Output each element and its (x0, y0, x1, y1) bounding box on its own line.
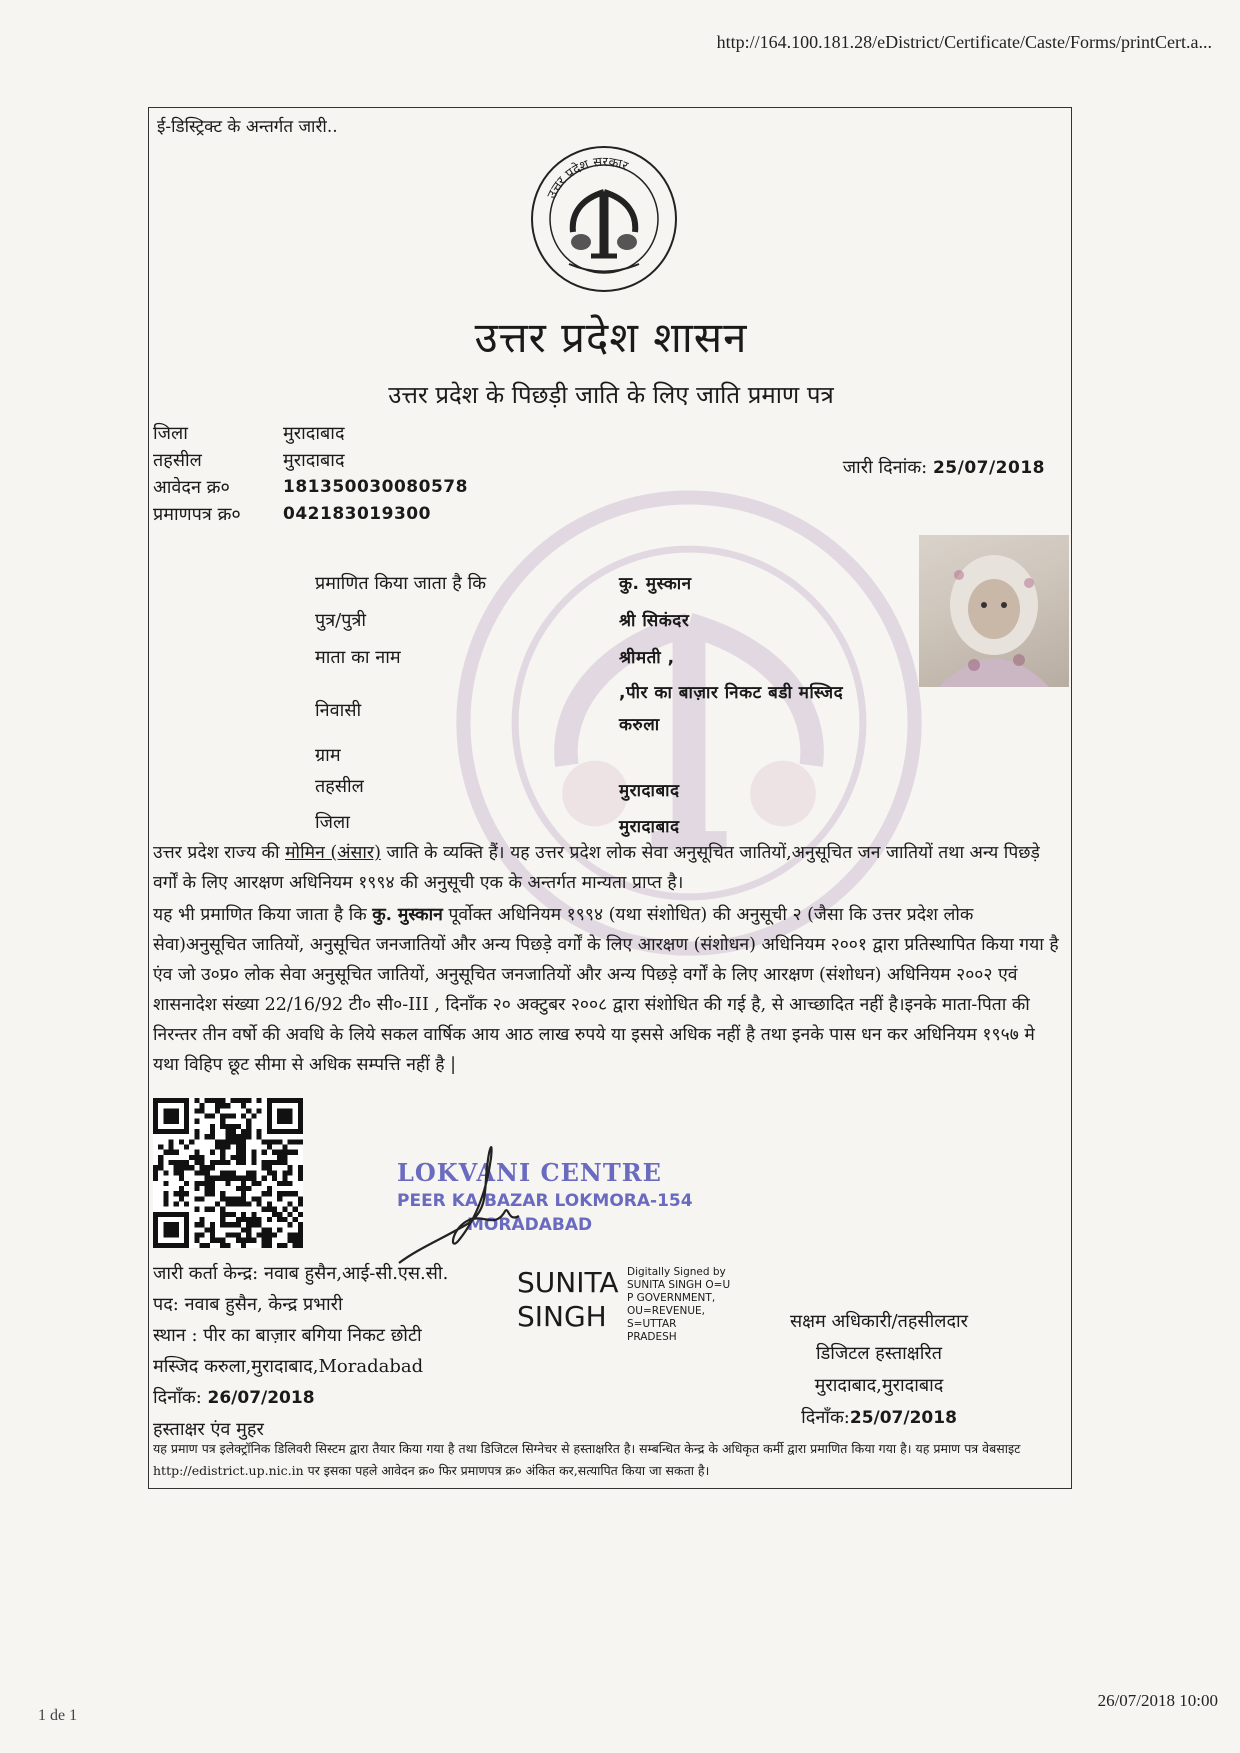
browser-url: http://164.100.181.28/eDistrict/Certificate/Caste/Forms/printCert.a... (716, 32, 1212, 52)
sig-meta-line: Digitally Signed by (627, 1266, 726, 1278)
digital-signature-meta (627, 1266, 730, 1344)
applicant-photo (919, 535, 1069, 687)
sign-and-seal: हस्ताक्षर एंव मुहर (153, 1419, 264, 1440)
district-label: जिला (153, 423, 188, 444)
emblem-text: उत्तर प्रदेश सरकार (544, 154, 630, 202)
page-indicator: 1 de 1 (38, 1707, 78, 1724)
certificate-no-value: 042183019300 (283, 504, 431, 524)
government-title: उत्तर प्रदेश शासन (474, 313, 748, 362)
authority-signed: डिजिटल हस्ताक्षरित (816, 1343, 942, 1364)
stamp-line3: MORADABAD (467, 1215, 593, 1235)
certified-value: कु. मुस्कान (619, 574, 692, 594)
resident-value-line2: करुला (619, 715, 660, 735)
para1-pre: उत्तर प्रदेश राज्य की (153, 843, 286, 863)
authority-place: मुरादाबाद,मुरादाबाद (814, 1375, 944, 1396)
issued-under-text: ई-डिस्ट्रिक्ट के अन्तर्गत जारी.. (157, 117, 338, 137)
issuing-place-line2: मस्जिद करुला,मुरादाबाद,Moradabad (153, 1356, 424, 1377)
para1-post: जाति के व्यक्ति हैं। यह उत्तर प्रदेश लोक सेवा अनुसूचित जातियों,अनुसूचित जन जातियों तथा अन्य पिछड़े वर्गों के लिए आरक्षण अधिनियम १९९४ की अनुसूची एक के अन्तर्गत मान्यता प्राप्त है। (153, 843, 1040, 893)
parent-value: श्री सिकंदर (619, 611, 690, 631)
authority-block (729, 1306, 1029, 1434)
para2-name: कु. मुस्कान (372, 905, 443, 925)
sig-meta-line: SUNITA SINGH O=U (627, 1279, 731, 1291)
authority-designation: सक्षम अधिकारी/तहसीलदार (789, 1311, 969, 1332)
issue-date-label: जारी दिनांक: (842, 457, 928, 478)
handwritten-signature (389, 1128, 549, 1278)
para2-pre: यह भी प्रमाणित किया जाता है कि (153, 905, 373, 925)
qr-code (153, 1098, 303, 1248)
detail-district-label: जिला (315, 812, 350, 833)
stamp-line1: LOKVANI CENTRE (397, 1158, 662, 1187)
application-no-value: 181350030080578 (283, 477, 468, 497)
print-timestamp: 26/07/2018 10:00 (1097, 1691, 1218, 1710)
issuing-date-label: दिनाँक: (153, 1387, 202, 1408)
certificate (148, 107, 1072, 1489)
stamp-line2: PEER KA BAZAR LOKMORA-154 (397, 1191, 693, 1211)
authority-date-value: 25/07/2018 (849, 1408, 957, 1428)
creamy-layer-paragraph (153, 900, 1065, 1080)
issuing-centre-block (153, 1258, 448, 1445)
caste-paragraph (153, 838, 1065, 898)
up-government-emblem-icon (529, 144, 679, 294)
issuing-centre: जारी कर्ता केन्द्र: नवाब हुसैन,आई-सी.एस.सी. (153, 1263, 449, 1284)
issuing-date (153, 1382, 448, 1414)
authority-date (729, 1402, 1029, 1434)
svg-text:उत्तर प्रदेश सरकार (545, 155, 631, 201)
district-value: मुरादाबाद (283, 423, 345, 444)
village-label: ग्राम (315, 745, 341, 766)
digital-signature-name (517, 1266, 619, 1334)
sig-name-line2: SINGH (517, 1300, 607, 1333)
resident-label: निवासी (315, 700, 362, 721)
resident-value-line1: ,पीर का बाज़ार निकट बडी मस्जिद (619, 683, 844, 703)
tehsil-label: तहसील (153, 450, 202, 471)
para2-post: पूर्वोक्त अधिनियम १९९४ (यथा संशोधित) की अनुसूची २ (जैसा कि उत्तर प्रदेश लोक सेवा)अनुसूचित जातियों, अनुसूचित जनजातियों और अन्य पिछड़े वर्गों के लिए आरक्षण (संशोधन) अधिनियम २००१ द्वारा प्रतिस्थापित किया गया है एंव जो उ०प्र० लोक सेवा अनुसूचित जातियों, अनुसूचित जनजातियों और अन्य पिछड़े वर्गों के लिए आरक्षण (संशोधन) अधिनियम २००२ एवं शासनादेश संख्या 22/16/92 टी० सी०-III , दिनाँक २० अक्टुबर २००८ द्वारा संशोधित की गई है, से आच्छादित नहीं है।इनके माता-पिता की निरन्तर तीन वर्षो की अवधि के लिये सकल वार्षिक आय आठ लाख रुपये या इससे अधिक नहीं है तथा इनके पास धन कर अधिनियम १९५७ मे यथा विहिप छूट सीमा से अधिक सम्पत्ति नहीं है | (153, 905, 1059, 1075)
detail-district-value: मुरादाबाद (619, 817, 680, 837)
verification-note: यह प्रमाण पत्र इलेक्ट्रॉनिक डिलिवरी सिस्टम द्वारा तैयार किया गया है तथा डिजिटल सिग्नेचर से हस्ताक्षरित है। सम्बन्धित केन्द्र के अधिकृत कर्मी द्वारा प्रमाणित किया गया है। यह प्रमाण पत्र वेबसाइट http://edistrict.up.nic.in पर इसका पहले आवेदन क्र० फिर प्रमाणपत्र क्र० अंकित कर,सत्यापित किया जा सकता है। (153, 1441, 1021, 1478)
application-no-label: आवेदन क्र० (153, 477, 230, 498)
sig-meta-line: PRADESH (627, 1331, 677, 1343)
issue-date (843, 455, 1045, 479)
issue-date-value: 25/07/2018 (932, 458, 1045, 478)
sig-meta-line: S=UTTAR (627, 1318, 677, 1330)
tehsil-value: मुरादाबाद (283, 450, 345, 471)
caste-name: मोमिन (अंसार) (285, 843, 381, 863)
detail-tehsil-value: मुरादाबाद (619, 781, 680, 801)
issuing-designation: पद: नवाब हुसैन, केन्द्र प्रभारी (153, 1294, 343, 1315)
certified-label: प्रमाणित किया जाता है कि (315, 573, 487, 594)
mother-label: माता का नाम (315, 647, 401, 668)
sig-meta-line: OU=REVENUE, (627, 1305, 706, 1317)
detail-tehsil-label: तहसील (315, 776, 364, 797)
certificate-title: उत्तर प्रदेश के पिछड़ी जाति के लिए जाति प्रमाण पत्र (388, 381, 834, 409)
sig-name-line1: SUNITA (517, 1266, 619, 1299)
issuing-date-value: 26/07/2018 (207, 1388, 315, 1408)
authority-date-label: दिनाँक: (801, 1407, 850, 1428)
issuing-place-line1: स्थान : पीर का बाज़ार बगिया निकट छोटी (153, 1325, 422, 1346)
certificate-no-label: प्रमाणपत्र क्र० (153, 504, 241, 525)
mother-value: श्रीमती , (619, 648, 675, 668)
sig-meta-line: P GOVERNMENT, (627, 1292, 716, 1304)
parent-label: पुत्र/पुत्री (315, 610, 367, 631)
